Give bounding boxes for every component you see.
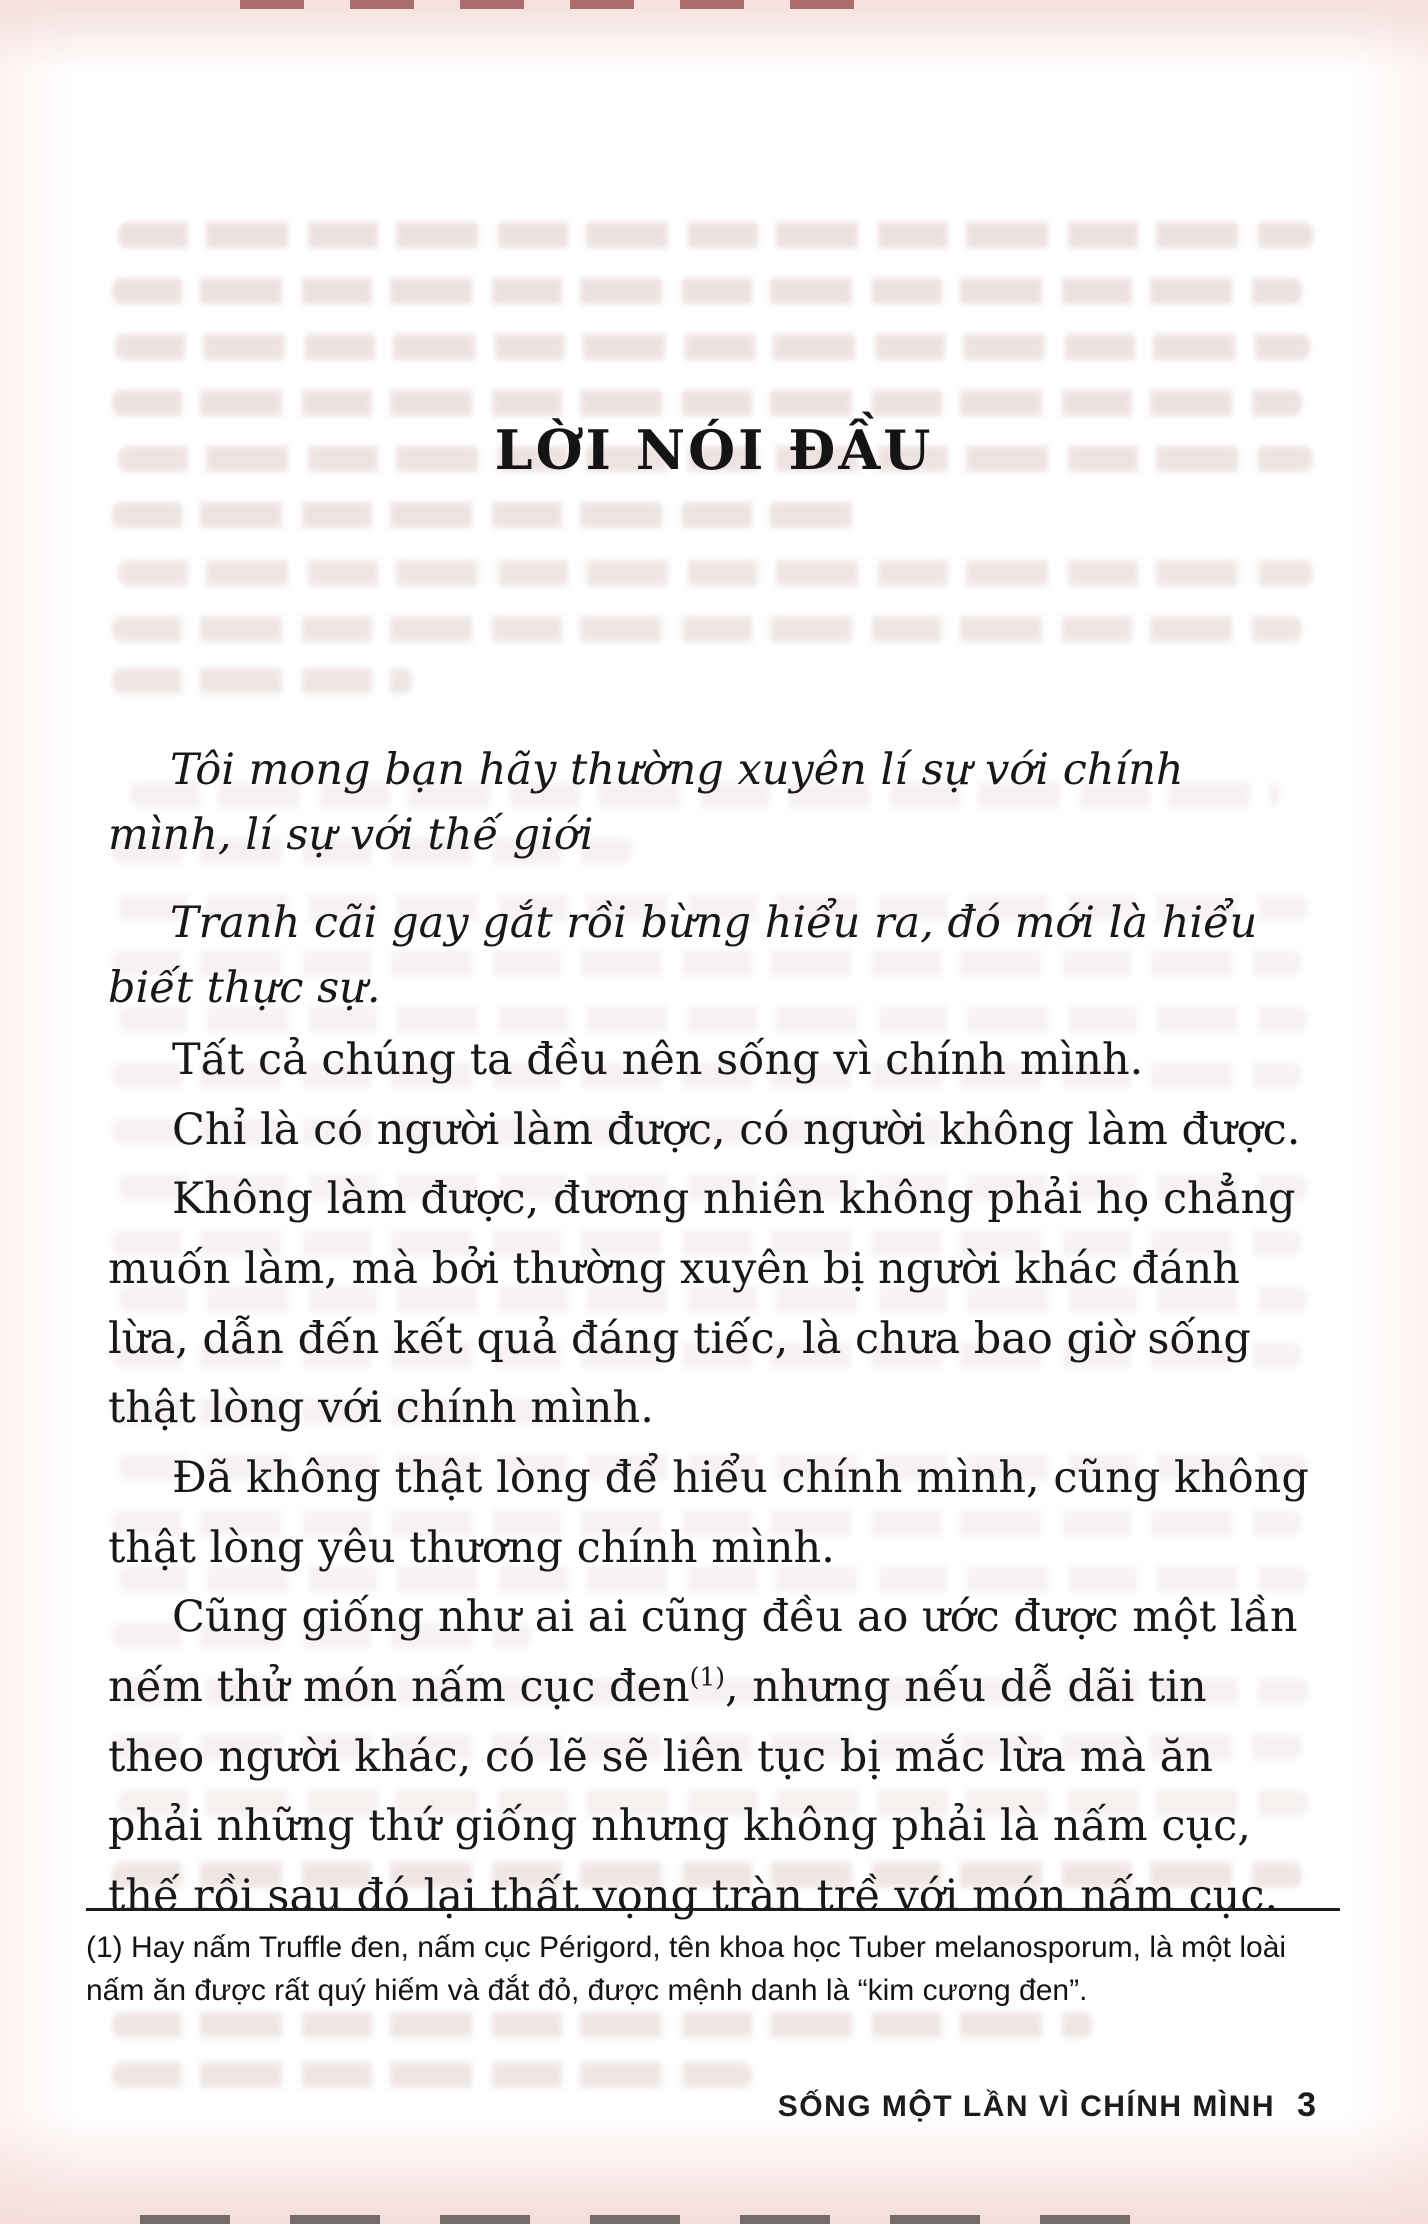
paragraph-text: Cũng giống như ai ai cũng đều ao ước được một lần nếm thử món nấm cục đen (108, 1592, 1298, 1712)
bleed-through-line (112, 2062, 752, 2088)
bleed-through-line (115, 334, 1310, 360)
paragraph-text: , nhưng nếu dễ dãi tin theo người khác, có lẽ sẽ liên tục bị mắc lừa mà ăn phải những thứ giống nhưng không phải là nấm cục, thế rồi sau đó lại thất vọng tràn trề với món nấm cục. (108, 1661, 1279, 1921)
footnote-marker: (1) (689, 1662, 725, 1692)
bleed-through-line (112, 278, 1302, 304)
paragraph-with-footnote (108, 1583, 1312, 1931)
bleed-through-line (112, 616, 1302, 642)
footer-page-number: 3 (1297, 2086, 1316, 2124)
epigraph-line-1: Tôi mong bạn hãy thường xuyên lí sự với chính mình, lí sự với thế giới (108, 745, 1184, 861)
running-footer (778, 2086, 1316, 2125)
epigraph (108, 738, 1312, 1043)
paragraph: Không làm được, đương nhiên không phải họ chẳng muốn làm, mà bởi thường xuyên bị người khác đánh lừa, dẫn đến kết quả đáng tiếc, là chưa bao giờ sống thật lòng với chính mình. (108, 1174, 1296, 1434)
footer-book-title: SỐNG MỘT LẦN VÌ CHÍNH MÌNH (777, 2090, 1276, 2123)
bleed-through-line (112, 2012, 1092, 2038)
bleed-through-line (112, 502, 872, 528)
paragraph: Chỉ là có người làm được, có người không làm được. (172, 1104, 1301, 1155)
bleed-through-line (118, 560, 1313, 586)
epigraph-line-2: Tranh cãi gay gắt rồi bừng hiểu ra, đó mới là hiểu biết thực sự. (108, 897, 1258, 1014)
paragraph: Tất cả chúng ta đều nên sống vì chính mình. (172, 1035, 1144, 1085)
footnote: (1) Hay nấm Truffle đen, nấm cục Périgord, tên khoa học Tuber melanosporum, là một loài nấm ăn được rất quý hiếm và đắt đỏ, được mệnh danh là “kim cương đen”. (86, 1908, 1340, 2012)
scan-edge-bottom-artifact (140, 2215, 1160, 2224)
bleed-through-line (112, 668, 412, 694)
bleed-through-line (112, 390, 1302, 416)
scan-edge-top-artifact (240, 0, 860, 9)
paragraph: Đã không thật lòng để hiểu chính mình, cũng không thật lòng yêu thương chính mình. (108, 1452, 1309, 1573)
bleed-through-line (118, 222, 1313, 248)
chapter-title: LỜI NÓI ĐẦU (494, 418, 934, 482)
body-text (108, 1026, 1312, 1932)
